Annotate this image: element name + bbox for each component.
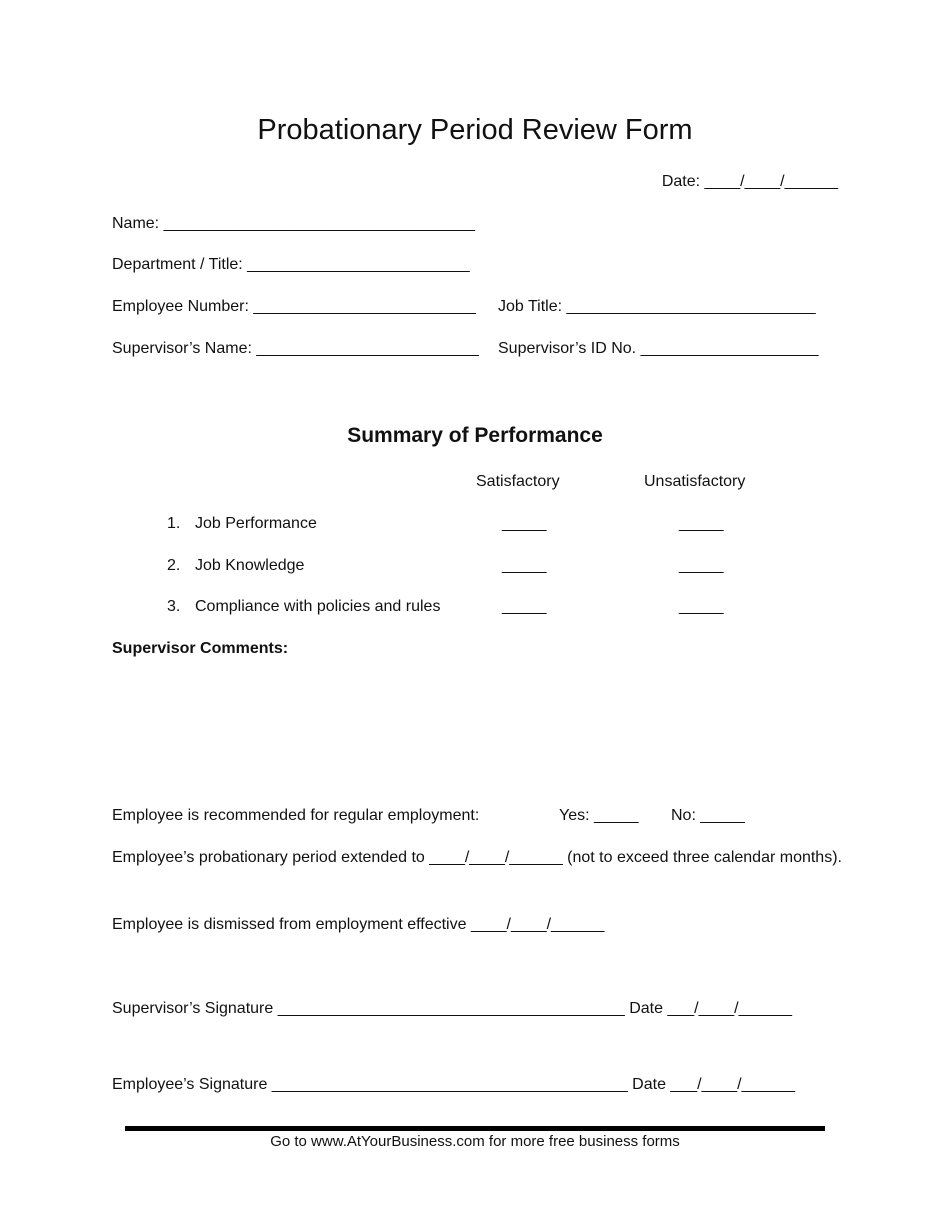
form-title: Probationary Period Review Form xyxy=(257,114,693,146)
extended-text[interactable]: Employee’s probationary period extended to ____/____/______ (not to exceed three calendar months). xyxy=(112,849,842,866)
employee-number-field[interactable]: Employee Number: _________________________ xyxy=(112,298,476,315)
job-performance-satisfactory-blank[interactable]: _____ xyxy=(502,515,547,532)
supervisor-name-field[interactable]: Supervisor’s Name: _________________________ xyxy=(112,340,479,357)
col-satisfactory: Satisfactory xyxy=(476,473,560,490)
supervisor-comments-area[interactable] xyxy=(112,666,832,796)
supervisor-comments-label: Supervisor Comments: xyxy=(112,640,289,657)
item-label-job-knowledge: Job Knowledge xyxy=(195,557,305,574)
recommended-yes-blank[interactable]: Yes: _____ xyxy=(559,807,639,824)
item-label-job-performance: Job Performance xyxy=(195,515,317,532)
footer-divider xyxy=(125,1126,825,1131)
supervisor-signature-line[interactable]: Supervisor’s Signature _______________________________________ Date ___/____/______ xyxy=(112,1000,793,1017)
compliance-satisfactory-blank[interactable]: _____ xyxy=(502,598,547,615)
job-knowledge-unsatisfactory-blank[interactable]: _____ xyxy=(679,557,724,574)
item-number: 3. xyxy=(167,598,181,615)
date-field[interactable]: Date: ____/____/______ xyxy=(661,173,838,190)
recommended-label: Employee is recommended for regular employment: xyxy=(112,807,480,824)
employee-signature-line[interactable]: Employee’s Signature ________________________________________ Date ___/____/______ xyxy=(112,1076,795,1093)
job-title-field[interactable]: Job Title: ____________________________ xyxy=(498,298,816,315)
footer-text: Go to www.AtYourBusiness.com for more free business forms xyxy=(270,1133,680,1150)
compliance-unsatisfactory-blank[interactable]: _____ xyxy=(679,598,724,615)
job-performance-unsatisfactory-blank[interactable]: _____ xyxy=(679,515,724,532)
name-field[interactable]: Name: ___________________________________ xyxy=(112,215,476,232)
item-label-compliance: Compliance with policies and rules xyxy=(195,598,441,615)
supervisor-id-field[interactable]: Supervisor’s ID No. ____________________ xyxy=(498,340,819,357)
item-number: 2. xyxy=(167,557,181,574)
col-unsatisfactory: Unsatisfactory xyxy=(644,473,746,490)
department-title-field[interactable]: Department / Title: _________________________ xyxy=(112,256,470,273)
job-knowledge-satisfactory-blank[interactable]: _____ xyxy=(502,557,547,574)
summary-title: Summary of Performance xyxy=(347,424,603,447)
item-number: 1. xyxy=(167,515,181,532)
recommended-no-blank[interactable]: No: _____ xyxy=(671,807,745,824)
dismissed-text[interactable]: Employee is dismissed from employment effective ____/____/______ xyxy=(112,916,605,933)
